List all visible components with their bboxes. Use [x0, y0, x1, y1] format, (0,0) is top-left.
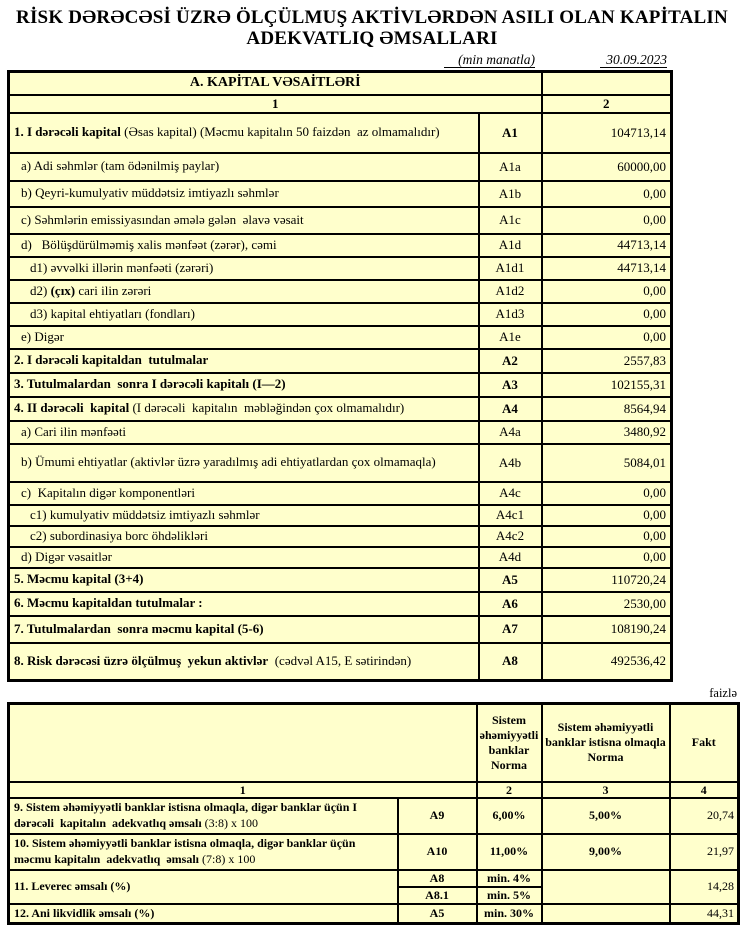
row-label: b) Ümumi ehtiyatlar (aktivlər üzrə yaradılmış adi ehtiyatlardan çox olmamaqla): [9, 444, 479, 482]
page-title-line2: ADEKVATLIQ ƏMSALLARI: [246, 28, 498, 49]
row-code: A5: [479, 568, 542, 592]
norma-min-value: min. 30%: [477, 904, 542, 924]
header-empty-cell: [9, 704, 477, 782]
norma-min-value: min. 5%: [477, 887, 542, 904]
row-value: 2557,83: [542, 349, 672, 373]
row-label: a) Cari ilin mənfəəti: [9, 421, 479, 444]
fakt-value: 44,31: [670, 904, 739, 924]
col-number-1: 1: [9, 782, 477, 798]
table-row: [9, 421, 672, 444]
row-code: A1a: [479, 153, 542, 181]
col-number-2: 2: [477, 782, 542, 798]
row-value: 3480,92: [542, 421, 672, 444]
row-label: 8. Risk dərəcəsi üzrə ölçülmuş yekun aktivlər (cədvəl A15, E sətirindən): [9, 643, 479, 681]
norma-istisna-value: 5,00%: [542, 798, 670, 834]
row-value: 44713,14: [542, 234, 672, 257]
table-row: [9, 505, 672, 526]
header-norma-sistem: Sistem əhəmiyyətli banklar Norma: [477, 704, 542, 782]
row-label: 9. Sistem əhəmiyyətli banklar istisna olmaqla, digər banklar üçün I dərəcəli kapitalın adekvatlıq əmsalı (3:8) x 100: [9, 798, 398, 834]
table-row: [9, 326, 672, 349]
norma-istisna-empty: [542, 870, 670, 904]
report-date: 30.09.2023: [600, 52, 667, 68]
row-code: A6: [479, 592, 542, 616]
row-code: A4: [479, 397, 542, 421]
row-label: 5. Məcmu kapital (3+4): [9, 568, 479, 592]
row-label: d1) əvvəlki illərin mənfəəti (zərəri): [9, 257, 479, 280]
row-label: 7. Tutulmalardan sonra məcmu kapital (5-6): [9, 616, 479, 643]
row-code: A4c2: [479, 526, 542, 547]
table-row: [9, 257, 672, 280]
row-value: 2530,00: [542, 592, 672, 616]
norma-istisna-value: 9,00%: [542, 834, 670, 870]
row-label: d) Bölüşdürülməmiş xalis mənfəət (zərər), cəmi: [9, 234, 479, 257]
capital-table: [7, 70, 673, 682]
row-code: A1d3: [479, 303, 542, 326]
row-value: 60000,00: [542, 153, 672, 181]
row-value: 44713,14: [542, 257, 672, 280]
row-label: d3) kapital ehtiyatları (fondları): [9, 303, 479, 326]
row-code: A8: [479, 643, 542, 681]
column-number-row: [9, 95, 672, 113]
row-label: 2. I dərəcəli kapitaldan tutulmalar: [9, 349, 479, 373]
table-row: [9, 547, 672, 568]
row-code: A8: [398, 870, 477, 887]
row-label: c) Kapitalın digər komponentləri: [9, 482, 479, 505]
row-value: 0,00: [542, 482, 672, 505]
row-value: 0,00: [542, 326, 672, 349]
row-label: a) Adi səhmlər (tam ödənilmiş paylar): [9, 153, 479, 181]
row-label: e) Digər: [9, 326, 479, 349]
table-row: [9, 153, 672, 181]
row-code: A1e: [479, 326, 542, 349]
table-row: [9, 482, 672, 505]
row-label: b) Qeyri-kumulyativ müddətsiz imtiyazlı səhmlər: [9, 181, 479, 207]
row-code: A8.1: [398, 887, 477, 904]
page-title-line1: RİSK DƏRƏCƏSİ ÜZRƏ ÖLÇÜLMUŞ AKTİVLƏRDƏN ASILI OLAN KAPİTALIN: [16, 7, 728, 28]
table-row: [9, 280, 672, 303]
row-value: 0,00: [542, 280, 672, 303]
row-value: 108190,24: [542, 616, 672, 643]
row-code: A4a: [479, 421, 542, 444]
table-row: [9, 526, 672, 547]
row-value: 104713,14: [542, 113, 672, 153]
row-label: d2) (çıx) cari ilin zərəri: [9, 280, 479, 303]
table-row: [9, 616, 672, 643]
header-fakt: Fakt: [670, 704, 739, 782]
table-row: [9, 181, 672, 207]
row-value: 0,00: [542, 547, 672, 568]
row-label: 3. Tutulmalardan sonra I dərəcəli kapitalı (I—2): [9, 373, 479, 397]
row-value: 492536,42: [542, 643, 672, 681]
row-code: A7: [479, 616, 542, 643]
table-row: [9, 904, 739, 924]
row-code: A10: [398, 834, 477, 870]
norma-sistem-value: 11,00%: [477, 834, 542, 870]
fakt-value: 21,97: [670, 834, 739, 870]
row-value: 0,00: [542, 181, 672, 207]
table-row: [9, 834, 739, 870]
table-row: [9, 113, 672, 153]
table-row: [9, 568, 672, 592]
section-header: A. KAPİTAL VƏSAİTLƏRİ: [9, 72, 542, 95]
table-header-row: [9, 704, 739, 782]
unit-note: (min manatla): [444, 52, 535, 68]
row-value: 5084,01: [542, 444, 672, 482]
table-row: [9, 349, 672, 373]
row-code: A5: [398, 904, 477, 924]
row-label: 10. Sistem əhəmiyyətli banklar istisna olmaqla, digər banklar üçün məcmu kapitalın adekvatlıq əmsalı (7:8) x 100: [9, 834, 398, 870]
row-label: c) Səhmlərin emissiyasından əmələ gələn əlavə vəsait: [9, 207, 479, 234]
column-number-row: [9, 782, 739, 798]
row-value: 0,00: [542, 526, 672, 547]
norma-min-value: min. 4%: [477, 870, 542, 887]
table-row: [9, 444, 672, 482]
row-code: A4d: [479, 547, 542, 568]
col-number-3: 3: [542, 782, 670, 798]
row-code: A1b: [479, 181, 542, 207]
row-value: 0,00: [542, 505, 672, 526]
row-value: 102155,31: [542, 373, 672, 397]
row-value: 0,00: [542, 303, 672, 326]
row-label: 4. II dərəcəli kapital (I dərəcəli kapitalın məbləğindən çox olmamalıdır): [9, 397, 479, 421]
table-row: [9, 798, 739, 834]
row-value: 110720,24: [542, 568, 672, 592]
table-row: [9, 643, 672, 681]
row-code: A4b: [479, 444, 542, 482]
section-header-empty-cell: [542, 72, 672, 95]
row-code: A1c: [479, 207, 542, 234]
row-code: A4c1: [479, 505, 542, 526]
adequacy-table: [7, 702, 740, 925]
col-number-4: 4: [670, 782, 739, 798]
fakt-value: 20,74: [670, 798, 739, 834]
table-row: [9, 592, 672, 616]
row-code: A9: [398, 798, 477, 834]
row-code: A1d2: [479, 280, 542, 303]
col-number-2: 2: [542, 95, 672, 113]
row-value: 0,00: [542, 207, 672, 234]
row-value: 8564,94: [542, 397, 672, 421]
row-label: 1. I dərəcəli kapital (Əsas kapital) (Məcmu kapitalın 50 faizdən az olmamalıdır): [9, 113, 479, 153]
row-label: c1) kumulyativ müddətsiz imtiyazlı səhmlər: [9, 505, 479, 526]
fakt-value: 14,28: [670, 870, 739, 904]
header-norma-istisna: Sistem əhəmiyyətli banklar istisna olmaqla Norma: [542, 704, 670, 782]
unit-note-percent: faizlə: [709, 686, 737, 700]
table-row: [9, 373, 672, 397]
col-number-1: 1: [9, 95, 542, 113]
row-code: A1d: [479, 234, 542, 257]
table-row: [9, 303, 672, 326]
table-row: [9, 207, 672, 234]
table-row: [9, 870, 739, 887]
row-code: A2: [479, 349, 542, 373]
table-row: [9, 234, 672, 257]
row-label: c2) subordinasiya borc öhdəlikləri: [9, 526, 479, 547]
row-label: 12. Ani likvidlik əmsalı (%): [9, 904, 398, 924]
row-code: A1d1: [479, 257, 542, 280]
row-label: d) Digər vəsaitlər: [9, 547, 479, 568]
row-code: A4c: [479, 482, 542, 505]
row-code: A3: [479, 373, 542, 397]
row-code: A1: [479, 113, 542, 153]
table-header-row: [9, 72, 672, 95]
meta-row: [0, 51, 744, 69]
norma-istisna-empty: [542, 904, 670, 924]
row-label: 6. Məcmu kapitaldan tutulmalar :: [9, 592, 479, 616]
norma-sistem-value: 6,00%: [477, 798, 542, 834]
table-row: [9, 397, 672, 421]
page-title: [0, 0, 744, 49]
row-label: 11. Leverec əmsalı (%): [9, 870, 398, 904]
